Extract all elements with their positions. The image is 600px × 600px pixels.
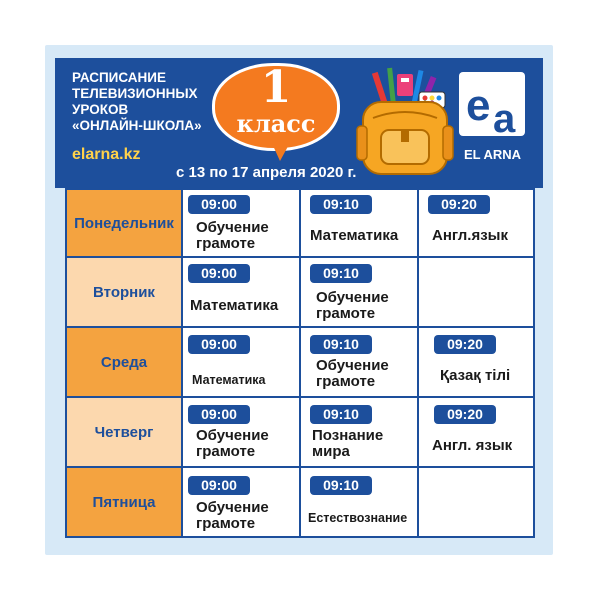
logo-text: EL ARNA [463,147,522,162]
time-badge: 09:10 [310,476,372,495]
subject-text: Обучение грамоте [196,219,269,252]
svg-text:a: a [493,97,516,140]
site-link[interactable]: elarna.kz [72,146,141,163]
poster-title: РАСПИСАНИЕ ТЕЛЕВИЗИОННЫХ УРОКОВ «ОНЛАЙН-ШКОЛА» [72,70,202,133]
grade-word: класс [236,109,316,138]
subject-text: Қазақ тілі [440,367,511,384]
subject-text: Обучение грамоте [316,289,389,322]
day-label-wednesday: Среда [67,328,181,396]
time-badge: 09:20 [434,405,496,424]
day-label-friday: Пятница [67,468,181,536]
el-arna-logo [455,70,530,140]
subject-text: Математика [310,227,399,244]
date-range: с 13 по 17 апреля 2020 г. [176,164,357,181]
subject-text: Обучение грамоте [316,357,389,390]
grade-bubble-tail [270,139,292,161]
time-badge: 09:00 [188,195,250,214]
time-badge: 09:10 [310,195,372,214]
time-badge: 09:10 [310,264,372,283]
subject-text: Математика [190,297,279,314]
subject-text: Обучение грамоте [196,499,269,532]
day-label-thursday: Четверг [67,398,181,466]
svg-text:e: e [466,81,491,130]
time-badge: 09:00 [188,335,250,354]
time-badge: 09:00 [188,476,250,495]
time-badge: 09:10 [310,335,372,354]
lesson-cell-empty [419,468,533,536]
subject-text: Англ.язык [432,227,508,244]
day-label-tuesday: Вторник [67,258,181,326]
time-badge: 09:20 [428,195,490,214]
lesson-cell-empty [419,258,533,326]
time-badge: 09:20 [434,335,496,354]
subject-text: Познание мира [312,427,384,460]
subject-text: Математика [192,373,266,387]
grade-number: 1 [260,62,292,113]
backpack-illustration [355,66,455,178]
day-label-monday: Понедельник [67,190,181,256]
time-badge: 09:10 [310,405,372,424]
subject-text: Обучение грамоте [196,427,269,460]
time-badge: 09:00 [188,264,250,283]
subject-text: Естествознание [308,511,408,525]
subject-text: Англ. язык [432,437,513,454]
time-badge: 09:00 [188,405,250,424]
